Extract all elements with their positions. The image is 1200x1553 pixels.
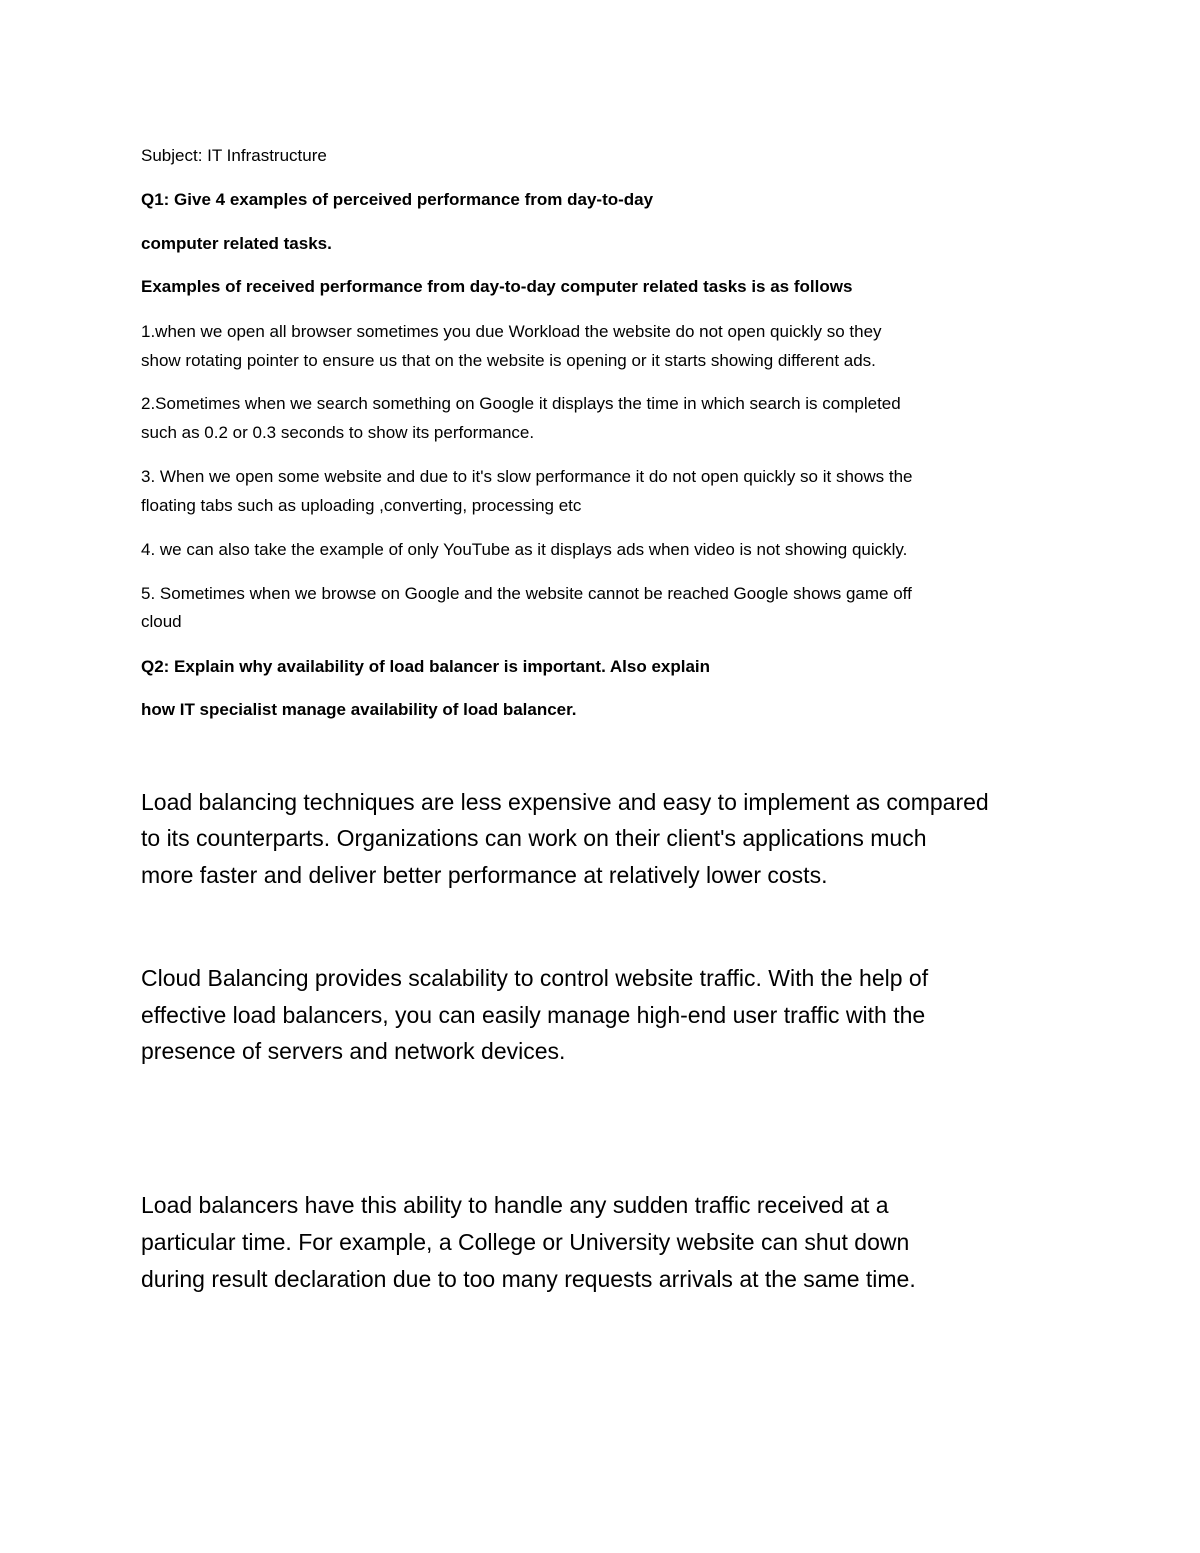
example-1-line-1: 1.when we open all browser sometimes you due Workload the website do not open quickly so they	[141, 322, 882, 341]
question-1-intro: Examples of received performance from day-to-day computer related tasks is as follows	[141, 277, 853, 296]
example-4-line-1: 4. we can also take the example of only YouTube as it displays ads when video is not showing quickly.	[141, 540, 908, 559]
question-2-line-2: how IT specialist manage availability of load balancer.	[141, 700, 577, 719]
question-2-line-1: Q2: Explain why availability of load balancer is important. Also explain	[141, 657, 711, 676]
answer-3-line-1: Load balancers have this ability to handle any sudden traffic received at a	[141, 1192, 889, 1218]
question-1-line-2: computer related tasks.	[141, 234, 332, 253]
example-5-line-2: cloud	[141, 612, 182, 631]
example-2-line-2: such as 0.2 or 0.3 seconds to show its performance.	[141, 423, 535, 442]
answer-2-line-2: effective load balancers, you can easily manage high-end user traffic with the	[141, 1002, 926, 1028]
example-2-line-1: 2.Sometimes when we search something on Google it displays the time in which search is completed	[141, 394, 901, 413]
answer-2-line-1: Cloud Balancing provides scalability to control website traffic. With the help of	[141, 965, 929, 991]
answer-3-line-2: particular time. For example, a College or University website can shut down	[141, 1229, 910, 1255]
answer-1-line-1: Load balancing techniques are less expensive and easy to implement as compared	[141, 789, 989, 815]
example-3-line-2: floating tabs such as uploading ,converting, processing etc	[141, 496, 582, 515]
example-5-line-1: 5. Sometimes when we browse on Google and the website cannot be reached Google shows game off	[141, 584, 912, 603]
example-3-line-1: 3. When we open some website and due to it's slow performance it do not open quickly so it shows the	[141, 467, 913, 486]
example-1-line-2: show rotating pointer to ensure us that on the website is opening or it starts showing different ads.	[141, 351, 876, 370]
answer-2-line-3: presence of servers and network devices.	[141, 1038, 566, 1064]
answer-1-line-3: more faster and deliver better performance at relatively lower costs.	[141, 862, 828, 888]
answer-3-line-3: during result declaration due to too many requests arrivals at the same time.	[141, 1266, 916, 1292]
question-1-line-1: Q1: Give 4 examples of perceived performance from day-to-day	[141, 190, 654, 209]
subject-line: Subject: IT Infrastructure	[141, 146, 327, 165]
answer-1-line-2: to its counterparts. Organizations can work on their client's applications much	[141, 825, 927, 851]
